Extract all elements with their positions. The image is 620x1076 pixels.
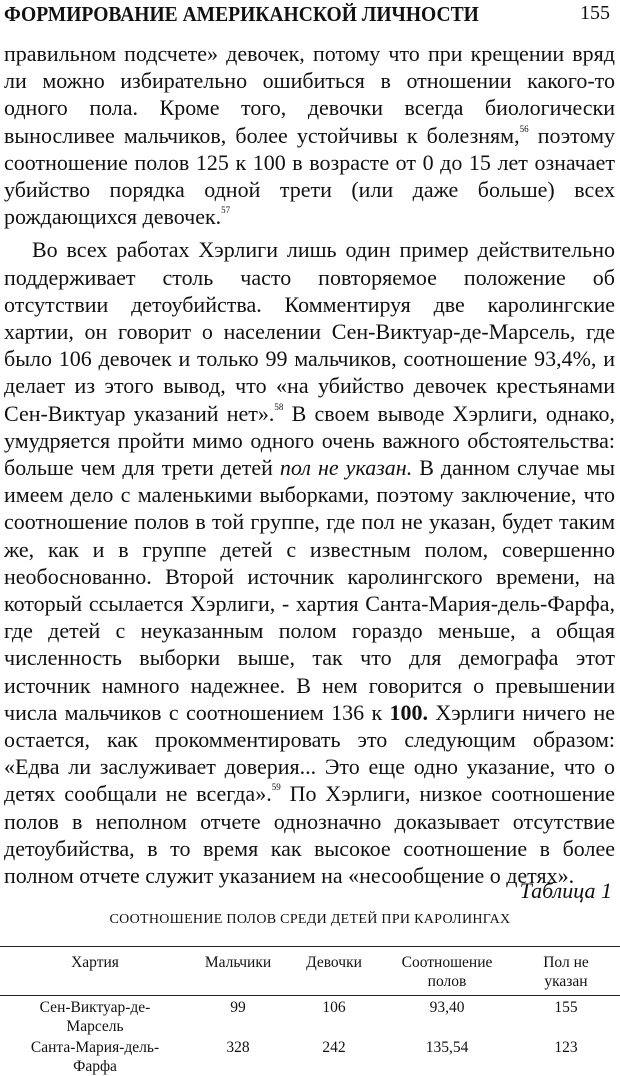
page-header xyxy=(4,2,612,32)
table-header-row xyxy=(0,947,620,996)
table-row xyxy=(0,1036,620,1076)
cell-charter-line-2: Фарфа xyxy=(73,1058,117,1075)
table-row xyxy=(0,996,620,1037)
header-ratio xyxy=(382,947,512,996)
header-boys: Мальчики xyxy=(204,954,272,971)
table-label: Таблица 1 xyxy=(519,878,612,903)
page-number: 155 xyxy=(580,2,610,24)
cell-girls: 106 xyxy=(322,999,346,1016)
footnote-ref-57[interactable]: 57 xyxy=(221,205,231,216)
cell-charter-line-2: Марсель xyxy=(66,1018,124,1035)
paragraph-1-text-a: правильном подсчете» девочек, потому что при крещении вряд ли можно избирательно ошибиться в отношении какого-то одного пола. Кроме того, девочки всегда биологически выносливее мальчиков, более устойчивы к болезням, xyxy=(4,41,615,148)
cell-charter xyxy=(0,1036,190,1076)
paragraph-1 xyxy=(4,40,615,230)
cell-unknown: 155 xyxy=(554,999,578,1016)
header-charter: Хартия xyxy=(71,954,119,971)
paragraph-1-text-b: поэтому соотношение полов 125 к 100 в возрасте от 0 до 15 лет означает убийство порядка одной трети (или даже больше) всех рождающихся девочек. xyxy=(4,122,616,230)
cell-boys: 99 xyxy=(230,999,246,1016)
cell-ratio: 135,54 xyxy=(425,1039,469,1056)
footnote-ref-56[interactable]: 56 xyxy=(519,123,529,134)
running-title: ФОРМИРОВАНИЕ АМЕРИКАНСКОЙ ЛИЧНОСТИ xyxy=(4,2,479,26)
header-unknown-line-1: Пол не xyxy=(543,954,589,971)
cell-unknown: 123 xyxy=(554,1039,578,1056)
footnote-ref-58[interactable]: 58 xyxy=(274,401,284,412)
sex-ratio-table xyxy=(0,946,620,1076)
header-unknown-line-2: указан xyxy=(544,973,588,990)
paragraph-2 xyxy=(4,236,615,889)
cell-charter-line-1: Сен-Виктуар-де- xyxy=(39,999,151,1016)
cell-boys: 328 xyxy=(226,1039,250,1056)
body-text xyxy=(4,40,615,889)
paragraph-2-text-a: Во всех работах Хэрлиги лишь один пример действительно поддерживает столь часто повторяемое положение об отсутствии детоубийства. Комментируя две каролингские хартии, он говорит о населении Сен-Виктуар-де-Марсель, где было 106 девочек и только 99 мальчиков, соотношение 93,4%, и делает из этого вывод, что «на убийство девочек крестьянами Сен-Виктуар указаний нет». xyxy=(4,237,615,426)
paragraph-2-text-c: В данном случае мы имеем дело с маленькими выборками, поэтому заключение, что соотношение полов в той группе, где пол не указан, будет таким же, как и в группе детей с известным полом, совершенно необоснованно. Второй источник каролингского времени, на который ссылается Хэрлиги, - хартия Санта-Мария-дель-Фарфа, где детей с неуказанным полом гораздо меньше, а общая численность выборки выше, так что для демографа этот источник намного надежнее. В нем говорится о превышении числа мальчиков с соотношением 136 к xyxy=(4,455,616,725)
paragraph-2-text-e: По Хэрлиги, низкое соотношение полов в неполном отчете однозначно доказывает отсутствие детоубийства, в то время как высокое соотношение в более полном отчете служит указанием на «несообщение о детях». xyxy=(4,781,615,889)
paragraph-2-text-b: В своем выводе Хэрлиги, однако, умудряется пройти мимо одного очень важного обстоятельства: больше чем для трети детей xyxy=(4,400,616,481)
header-ratio-line-2: полов xyxy=(427,973,467,990)
cell-charter xyxy=(0,996,190,1037)
footnote-ref-59[interactable]: 59 xyxy=(271,782,281,793)
cell-girls: 242 xyxy=(322,1039,346,1056)
bold-number: 100. xyxy=(389,699,428,725)
header-ratio-line-1: Соотношение xyxy=(401,954,493,971)
italic-phrase: пол не указан. xyxy=(279,455,413,481)
table-title: СООТНОШЕНИЕ ПОЛОВ СРЕДИ ДЕТЕЙ ПРИ КАРОЛИНГАХ xyxy=(109,912,511,927)
header-unknown xyxy=(512,947,620,996)
cell-charter-line-1: Санта-Мария-дель- xyxy=(30,1039,160,1056)
header-girls: Девочки xyxy=(306,954,362,971)
paragraph-2-text-d: Хэрлиги ничего не остается, как прокомментировать это следующим образом: «Едва ли заслуживает доверия... Это еще одно указание, что о детях сообщали не всегда». xyxy=(4,699,615,807)
cell-ratio: 93,40 xyxy=(429,999,465,1016)
